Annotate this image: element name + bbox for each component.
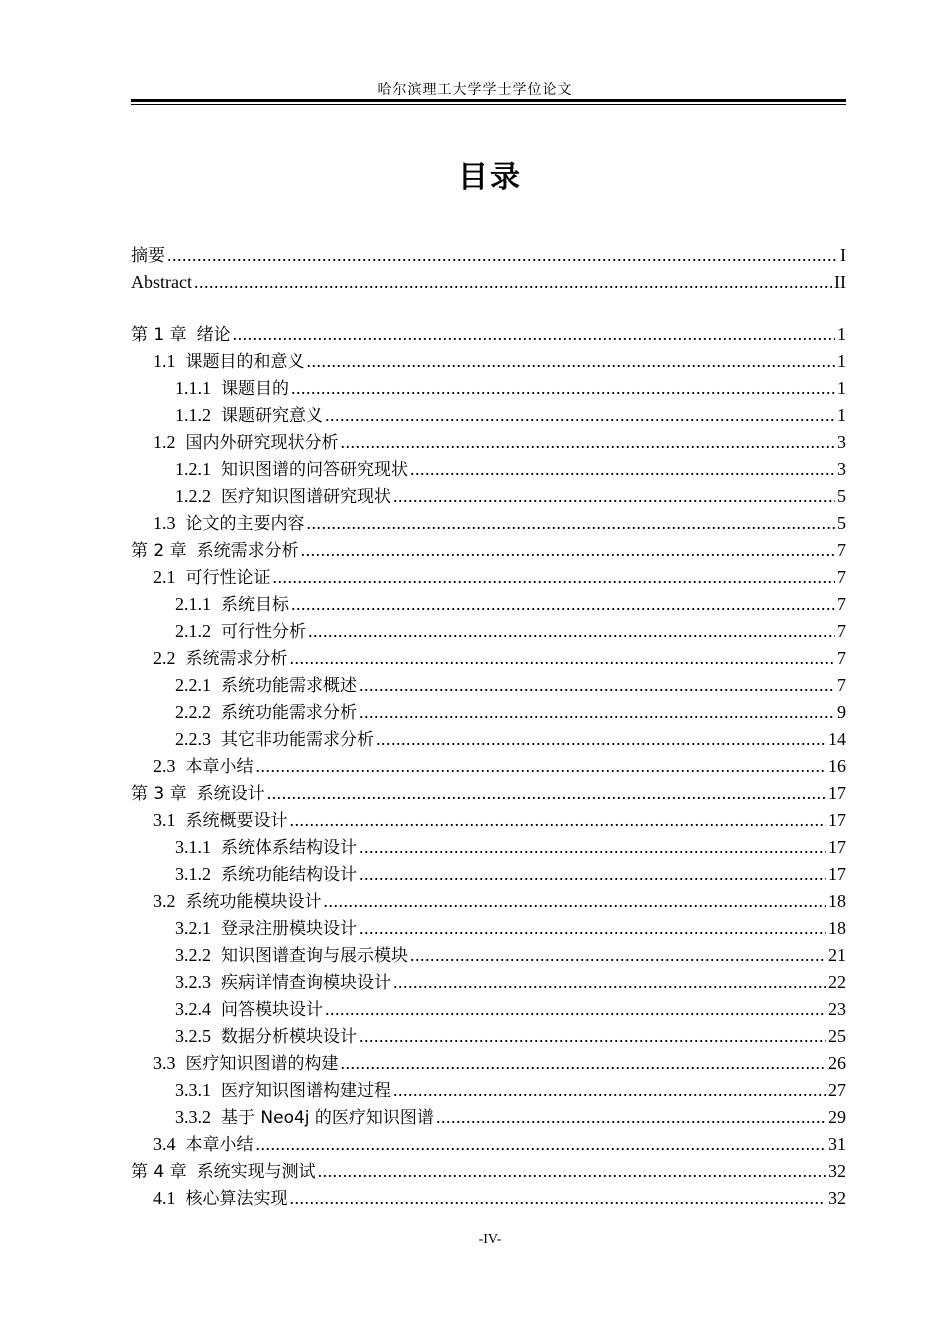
toc-entry-subsection[interactable]	[131, 969, 846, 996]
toc-entry-page: 5	[837, 486, 846, 506]
toc-entry-label	[153, 888, 322, 915]
toc-entry-label	[175, 375, 289, 402]
toc-entry-subsection[interactable]	[131, 591, 846, 618]
toc-entry-section[interactable]	[131, 348, 846, 375]
dot-leader	[290, 807, 827, 834]
toc-entry-label	[153, 807, 288, 834]
dot-leader	[341, 429, 836, 456]
running-header: 哈尔滨理工大学学士学位论文	[377, 82, 573, 98]
toc-entry-page: 32	[828, 1188, 846, 1208]
toc-entry-page: 14	[828, 729, 846, 749]
toc-entry-label	[175, 996, 323, 1023]
dot-leader	[256, 753, 827, 780]
toc-entry-page: 1	[837, 405, 846, 425]
toc-entry-number: 3.2.2	[175, 945, 211, 965]
toc-entry-page: 1	[837, 324, 846, 344]
toc-entry-label	[175, 942, 408, 969]
toc-entry-chapter[interactable]	[131, 537, 846, 564]
toc-entry-title: 知识图谱的问答研究现状	[221, 460, 408, 480]
toc-entry-number: 3.2	[153, 891, 176, 911]
dot-leader	[393, 483, 835, 510]
toc-entry-number: 2.2.2	[175, 702, 211, 722]
toc-entry-page: 22	[828, 972, 846, 992]
toc-entry-page: 29	[828, 1107, 846, 1127]
dot-leader	[290, 645, 836, 672]
toc-entry-label	[175, 672, 357, 699]
dot-leader	[194, 269, 832, 296]
toc-entry-title: 国内外研究现状分析	[185, 433, 339, 453]
toc-entry-number: 第 3 章	[131, 784, 187, 804]
toc-entry-section[interactable]	[131, 1185, 846, 1212]
toc-entry-front-matter[interactable]	[131, 242, 846, 269]
toc-entry-number: 第 1 章	[131, 325, 187, 345]
toc-entry-section[interactable]	[131, 645, 846, 672]
toc-entry-title: 系统概要设计	[185, 811, 288, 831]
toc-entry-page: 17	[828, 783, 846, 803]
toc-entry-number: 3.3.1	[175, 1080, 211, 1100]
toc-entry-number: 第 4 章	[131, 1162, 187, 1182]
dot-leader	[256, 1131, 827, 1158]
toc-entry-title: 医疗知识图谱研究现状	[221, 487, 391, 507]
toc-entry-title: 数据分析模块设计	[221, 1027, 357, 1047]
toc-entry-section[interactable]	[131, 1131, 846, 1158]
dot-leader	[325, 402, 835, 429]
toc-entry-label	[175, 1104, 434, 1131]
dot-leader	[308, 618, 835, 645]
toc-entry-title: 系统设计	[196, 784, 265, 804]
dot-leader	[233, 321, 835, 348]
dot-leader	[359, 861, 826, 888]
toc-entry-subsection[interactable]	[131, 726, 846, 753]
toc-entry-subsection[interactable]	[131, 861, 846, 888]
toc-entry-page: I	[840, 245, 846, 265]
toc-entry-number: 1.2	[153, 432, 176, 452]
dot-leader	[393, 969, 826, 996]
toc-entry-number: 第 2 章	[131, 541, 187, 561]
toc-entry-title: 系统目标	[221, 595, 289, 615]
toc-entry-title: 本章小结	[185, 1135, 254, 1155]
dot-leader	[325, 996, 826, 1023]
toc-entry-subsection[interactable]	[131, 699, 846, 726]
toc-entry-number: 3.4	[153, 1134, 176, 1154]
toc-entry-title: 知识图谱查询与展示模块	[221, 946, 408, 966]
toc-entry-page: 3	[837, 432, 846, 452]
toc-entry-number: 3.2.3	[175, 972, 211, 992]
toc-entry-page: 7	[837, 648, 846, 668]
dot-leader	[290, 1185, 827, 1212]
toc-entry-page: 7	[837, 540, 846, 560]
toc-entry-number: 3.1	[153, 810, 176, 830]
toc-entry-label	[175, 726, 374, 753]
toc-entry-label	[175, 834, 357, 861]
toc-entry-title: 系统需求分析	[185, 649, 288, 669]
toc-entry-section[interactable]	[131, 807, 846, 834]
toc-entry-title: 论文的主要内容	[185, 514, 305, 534]
toc-entry-title: 系统功能结构设计	[221, 865, 357, 885]
dot-leader	[273, 564, 836, 591]
toc-entry-number: 2.3	[153, 756, 176, 776]
toc-entry-label	[175, 591, 289, 618]
dot-leader	[341, 1050, 827, 1077]
toc-entry-number: 3.3	[153, 1053, 176, 1073]
toc-entry-label: 摘要	[131, 246, 165, 266]
toc-entry-number: 2.1.1	[175, 594, 211, 614]
toc-entry-title: 系统需求分析	[196, 541, 299, 561]
toc-entry-number: 4.1	[153, 1188, 176, 1208]
toc-entry-title: 可行性分析	[221, 622, 306, 642]
toc-entry-subsection[interactable]	[131, 402, 846, 429]
header-rule-thin	[131, 104, 846, 105]
page-title: 目录	[458, 160, 522, 195]
toc-entry-page: 17	[828, 810, 846, 830]
dot-leader	[410, 456, 835, 483]
toc-entry-title: 课题目的	[221, 379, 289, 399]
toc-entry-number: 2.2.3	[175, 729, 211, 749]
toc-entry-title: 核心算法实现	[185, 1189, 288, 1209]
toc-entry-label	[131, 537, 299, 564]
toc-entry-label	[153, 1185, 288, 1212]
toc-entry-page: 17	[828, 864, 846, 884]
toc-entry-label	[131, 1158, 316, 1185]
toc-entry-title: 登录注册模块设计	[221, 919, 357, 939]
dot-leader	[393, 1077, 826, 1104]
toc-entry-subsection[interactable]	[131, 483, 846, 510]
dot-leader	[324, 888, 827, 915]
toc-entry-page: 21	[828, 945, 846, 965]
toc-entry-label	[153, 429, 339, 456]
toc-entry-page: 26	[828, 1053, 846, 1073]
toc-entry-number: 1.3	[153, 513, 176, 533]
toc-entry-number: 3.2.5	[175, 1026, 211, 1046]
toc-entry-section[interactable]	[131, 753, 846, 780]
toc-entry-page: 32	[828, 1161, 846, 1181]
toc-entry-label	[175, 915, 357, 942]
toc-entry-title: 绪论	[196, 325, 231, 345]
toc-entry-number: 2.2.1	[175, 675, 211, 695]
toc-entry-number: 2.2	[153, 648, 176, 668]
toc-entry-title: 课题目的和意义	[185, 352, 305, 372]
toc-entry-title: 基于 Neo4j 的医疗知识图谱	[221, 1108, 434, 1128]
toc-entry-label	[153, 645, 288, 672]
toc-entry-page: 1	[837, 378, 846, 398]
toc-entry-subsection[interactable]	[131, 1104, 846, 1131]
dot-leader	[301, 537, 835, 564]
toc-entry-label	[175, 483, 391, 510]
table-of-contents	[131, 242, 846, 1212]
toc-entry-page: 18	[828, 918, 846, 938]
toc-entry-page: 16	[828, 756, 846, 776]
toc-entry-number: 2.1.2	[175, 621, 211, 641]
toc-entry-label	[175, 969, 391, 996]
toc-entry-label	[175, 699, 357, 726]
toc-entry-number: 3.3.2	[175, 1107, 211, 1127]
toc-entry-page: 25	[828, 1026, 846, 1046]
toc-entry-label	[153, 1131, 254, 1158]
dot-leader	[359, 699, 835, 726]
toc-entry-label	[153, 510, 305, 537]
toc-entry-page: 5	[837, 513, 846, 533]
toc-entry-label	[175, 402, 323, 429]
toc-entry-label	[131, 780, 265, 807]
toc-entry-title: 系统体系结构设计	[221, 838, 357, 858]
dot-leader	[376, 726, 826, 753]
toc-entry-label	[175, 456, 408, 483]
toc-entry-label	[153, 348, 305, 375]
toc-entry-page: 31	[828, 1134, 846, 1154]
toc-entry-title: 问答模块设计	[221, 1000, 323, 1020]
toc-entry-number: 1.2.2	[175, 486, 211, 506]
dot-leader	[167, 242, 838, 269]
toc-entry-subsection[interactable]	[131, 456, 846, 483]
toc-entry-label	[153, 564, 271, 591]
toc-entry-subsection[interactable]	[131, 942, 846, 969]
toc-entry-chapter[interactable]	[131, 321, 846, 348]
toc-entry-number: 2.1	[153, 567, 176, 587]
toc-entry-front-matter[interactable]	[131, 269, 846, 296]
toc-entry-page: 1	[837, 351, 846, 371]
dot-leader	[307, 510, 836, 537]
toc-entry-page: 7	[837, 594, 846, 614]
toc-entry-subsection[interactable]	[131, 672, 846, 699]
toc-entry-title: 本章小结	[185, 757, 254, 777]
dot-leader	[291, 375, 835, 402]
toc-entry-page: 7	[837, 675, 846, 695]
toc-entry-title: 其它非功能需求分析	[221, 730, 374, 750]
toc-entry-page: 27	[828, 1080, 846, 1100]
toc-entry-subsection[interactable]	[131, 1023, 846, 1050]
toc-entry-title: 医疗知识图谱的构建	[185, 1054, 339, 1074]
header-rule-thick	[131, 99, 846, 102]
dot-leader	[359, 834, 826, 861]
toc-entry-chapter[interactable]	[131, 780, 846, 807]
toc-entry-subsection[interactable]	[131, 618, 846, 645]
dot-leader	[359, 915, 826, 942]
toc-entry-subsection[interactable]	[131, 834, 846, 861]
toc-entry-section[interactable]	[131, 888, 846, 915]
toc-entry-page: II	[834, 272, 846, 292]
dot-leader	[318, 1158, 826, 1185]
toc-entry-title: 系统功能模块设计	[185, 892, 322, 912]
toc-entry-title: 系统功能需求概述	[221, 676, 357, 696]
toc-entry-number: 1.1	[153, 351, 176, 371]
toc-entry-title: 系统功能需求分析	[221, 703, 357, 723]
page-number: -IV-	[478, 1232, 502, 1247]
toc-entry-page: 9	[837, 702, 846, 722]
toc-entry-page: 7	[837, 621, 846, 641]
toc-entry-title: 疾病详情查询模块设计	[221, 973, 391, 993]
toc-entry-number: 3.2.1	[175, 918, 211, 938]
toc-entry-page: 7	[837, 567, 846, 587]
toc-entry-title: 可行性论证	[185, 568, 271, 588]
toc-entry-label	[175, 861, 357, 888]
toc-entry-label	[175, 618, 306, 645]
toc-entry-section[interactable]	[131, 564, 846, 591]
toc-entry-page: 17	[828, 837, 846, 857]
toc-entry-number: 3.1.1	[175, 837, 211, 857]
toc-entry-title: 医疗知识图谱构建过程	[221, 1081, 391, 1101]
toc-entry-label: Abstract	[131, 272, 192, 292]
dot-leader	[359, 1023, 826, 1050]
toc-entry-subsection[interactable]	[131, 915, 846, 942]
toc-entry-title: 系统实现与测试	[196, 1162, 316, 1182]
toc-entry-subsection[interactable]	[131, 375, 846, 402]
toc-entry-number: 3.2.4	[175, 999, 211, 1019]
toc-entry-section[interactable]	[131, 1050, 846, 1077]
toc-entry-section[interactable]	[131, 429, 846, 456]
dot-leader	[291, 591, 835, 618]
toc-entry-label	[153, 753, 254, 780]
dot-leader	[410, 942, 826, 969]
toc-entry-page: 18	[828, 891, 846, 911]
toc-entry-subsection[interactable]	[131, 996, 846, 1023]
toc-entry-title: 课题研究意义	[221, 406, 323, 426]
toc-entry-number: 1.1.2	[175, 405, 211, 425]
toc-entry-number: 3.1.2	[175, 864, 211, 884]
toc-entry-number: 1.1.1	[175, 378, 211, 398]
toc-entry-label	[175, 1023, 357, 1050]
dot-leader	[307, 348, 836, 375]
toc-entry-number: 1.2.1	[175, 459, 211, 479]
toc-entry-chapter[interactable]	[131, 1158, 846, 1185]
toc-entry-subsection[interactable]	[131, 1077, 846, 1104]
toc-entry-page: 3	[837, 459, 846, 479]
toc-entry-label	[131, 321, 231, 348]
dot-leader	[436, 1104, 826, 1131]
dot-leader	[267, 780, 826, 807]
dot-leader	[359, 672, 835, 699]
toc-entry-page: 23	[828, 999, 846, 1019]
toc-entry-section[interactable]	[131, 510, 846, 537]
toc-entry-label	[175, 1077, 391, 1104]
toc-entry-label	[153, 1050, 339, 1077]
